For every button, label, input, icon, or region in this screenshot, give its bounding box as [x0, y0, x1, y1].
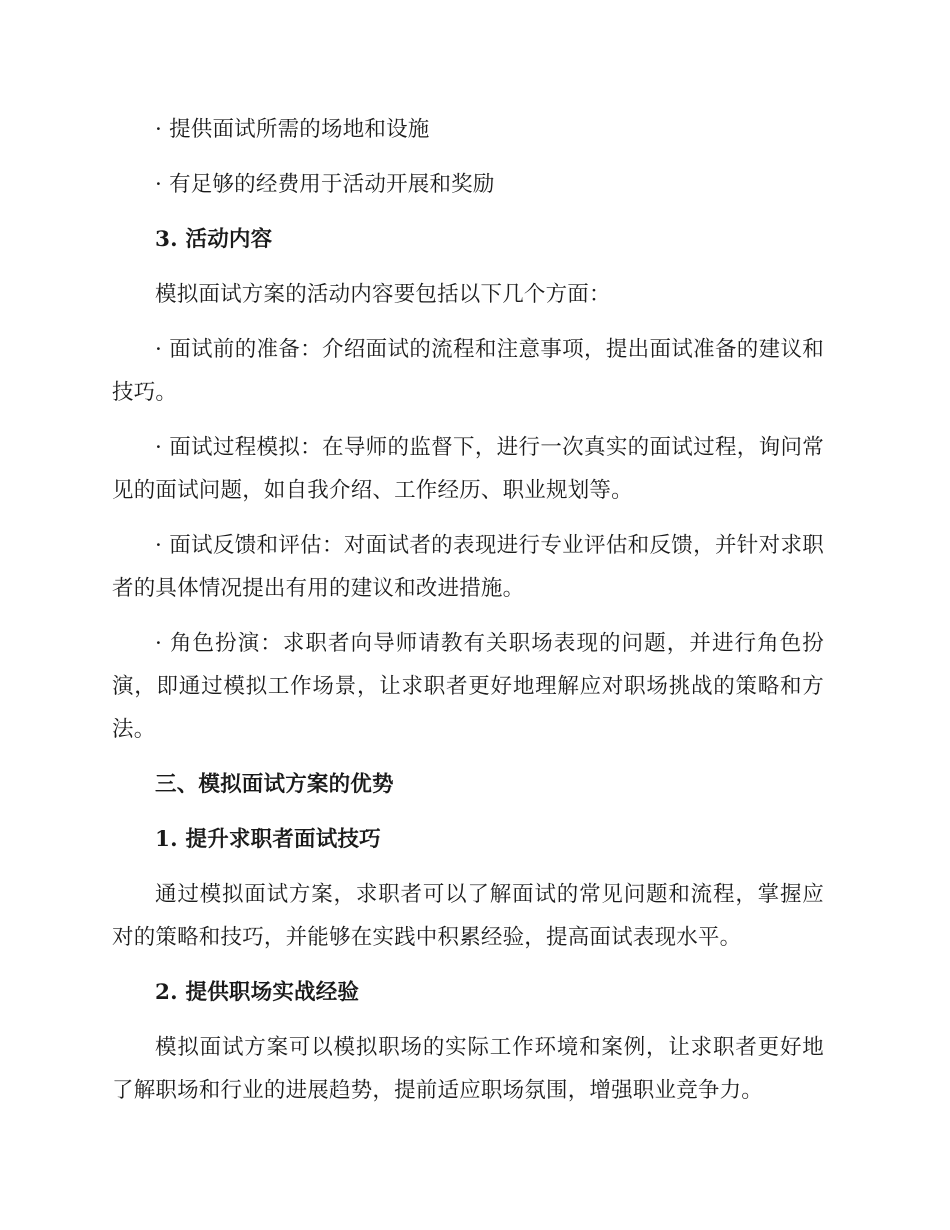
paragraph: 通过模拟面试方案，求职者可以了解面试的常见问题和流程，掌握应对的策略和技巧，并能够在实践中积累经验，提高面试表现水平。 — [112, 882, 824, 950]
paragraph: 模拟面试方案可以模拟职场的实际工作环境和案例，让求职者更好地了解职场和行业的进展趋势，提前适应职场氛围，增强职业竞争力。 — [112, 1035, 824, 1103]
bullet-paragraph: · 面试过程模拟：在导师的监督下，进行一次真实的面试过程，询问常见的面试问题，如自我介绍、工作经历、职业规划等。 — [112, 435, 824, 503]
section-heading: 3. 活动内容 — [155, 227, 273, 252]
section-heading: 1. 提升求职者面试技巧 — [155, 827, 381, 852]
bullet-paragraph: · 提供面试所需的场地和设施 — [155, 117, 430, 142]
bullet-paragraph: · 角色扮演：求职者向导师请教有关职场表现的问题，并进行角色扮演，即通过模拟工作场景，让求职者更好地理解应对职场挑战的策略和方法。 — [112, 631, 824, 742]
bullet-paragraph: · 面试反馈和评估：对面试者的表现进行专业评估和反馈，并针对求职者的具体情况提出有用的建议和改进措施。 — [112, 533, 824, 601]
paragraph: 模拟面试方案的活动内容要包括以下几个方面： — [155, 282, 611, 307]
document-body — [112, 108, 824, 1112]
chapter-heading: 三、模拟面试方案的优势 — [155, 772, 394, 797]
bullet-paragraph: · 有足够的经费用于活动开展和奖励 — [155, 172, 495, 197]
bullet-paragraph: · 面试前的准备：介绍面试的流程和注意事项，提出面试准备的建议和技巧。 — [112, 337, 824, 405]
section-heading: 2. 提供职场实战经验 — [155, 980, 360, 1005]
